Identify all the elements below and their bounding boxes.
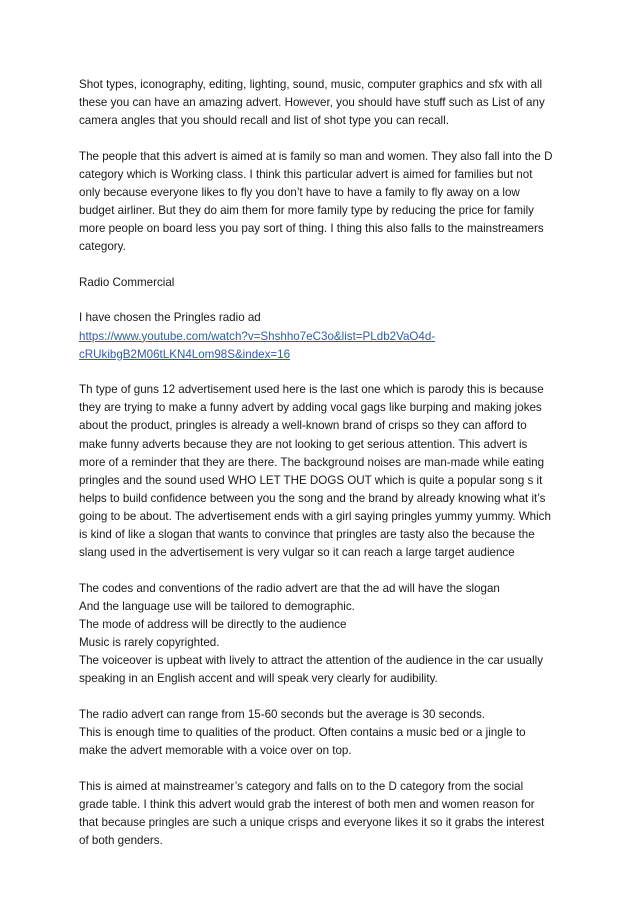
text-line: Music is rarely copyrighted.	[79, 635, 220, 649]
paragraph-codes-conventions	[79, 580, 569, 689]
text-line: pringles and the sound used WHO LET THE DOGS OUT which is quite a popular song s it	[79, 473, 543, 487]
text-line: more people on board less you pay sort of thing. I thing this also falls to the mainstreamers	[79, 222, 544, 236]
paragraph-audience	[79, 148, 569, 257]
paragraph-target-audience	[79, 778, 569, 850]
text-line: The codes and conventions of the radio advert are that the ad will have the slogan	[79, 581, 500, 595]
document-page	[79, 76, 569, 867]
text-line: budget airliner. But they do aim them for more family type by reducing the price for family	[79, 204, 534, 218]
paragraph-shot-types	[79, 76, 569, 130]
text-line: The people that this advert is aimed at is family so man and women. They also fall into the D	[79, 149, 553, 163]
text-line: helps to build confidence between you the song and the brand by already knowing what it’s	[79, 491, 546, 505]
text-line: is kind of like a slogan that wants to convince that pringles are tasty also the because the	[79, 527, 535, 541]
text-line: slang used in the advertisement is very vulgar so it can reach a large target audience	[79, 546, 515, 560]
heading-radio-commercial: Radio Commercial	[79, 275, 175, 289]
text-line: This is enough time to qualities of the product. Often contains a music bed or a jingle to	[79, 725, 526, 739]
paragraph-parody	[79, 381, 569, 562]
text-line: grade table. I think this advert would grab the interest of both men and women reason for	[79, 797, 535, 811]
text-line: category.	[79, 240, 126, 254]
text-line: of both genders.	[79, 833, 163, 847]
section-heading	[79, 274, 569, 292]
text-line: make funny adverts because they are not looking to get serious attention. This advert is	[79, 437, 528, 451]
text-line: camera angles that you should recall and list of shot type you can recall.	[79, 114, 449, 128]
text-line: category which is Working class. I think this particular advert is aimed for families but not	[79, 167, 533, 181]
text-line: these you can have an amazing advert. However, you should have stuff such as List of any	[79, 96, 545, 110]
text-line: The mode of address will be directly to the audience	[79, 617, 347, 631]
paragraph-duration	[79, 706, 569, 760]
text-line: about the product, pringles is already a well-known brand of crisps so they can afford to	[79, 419, 527, 433]
text-line: more of a reminder that they are there. The background noises are man-made while eating	[79, 455, 545, 469]
text-line: they are trying to make a funny advert by adding vocal gags like burping and making jokes	[79, 401, 542, 415]
text-line: that because pringles are such a unique crisps and everyone likes it so it grabs the interest	[79, 815, 545, 829]
text-line: This is aimed at mainstreamer’s category and falls on to the D category from the social	[79, 779, 524, 793]
text-line: only because everyone likes to fly you don’t have to have a family to fly away on a low	[79, 185, 520, 199]
text-line: make the advert memorable with a voice over on top.	[79, 743, 352, 757]
text-line: Shot types, iconography, editing, lighting, sound, music, computer graphics and sfx with all	[79, 78, 543, 91]
text-line: going to be about. The advertisement ends with a girl saying pringles yummy yummy. Which	[79, 509, 551, 523]
text-line: I have chosen the Pringles radio ad	[79, 311, 261, 325]
youtube-link[interactable]: https://www.youtube.com/watch?v=Shshho7eC3o&list=PLdb2VaO4d-	[79, 329, 436, 343]
text-line: speaking in an English accent and will speak very clearly for audibility.	[79, 672, 438, 686]
text-line: The voiceover is upbeat with lively to attract the attention of the audience in the car usually	[79, 654, 544, 668]
text-line: The radio advert can range from 15-60 seconds but the average is 30 seconds.	[79, 707, 486, 721]
text-line: And the language use will be tailored to demographic.	[79, 599, 355, 613]
paragraph-chosen-ad	[79, 309, 569, 363]
text-line: Th type of guns 12 advertisement used here is the last one which is parody this is because	[79, 383, 544, 397]
youtube-link[interactable]: cRUkibgB2M06tLKN4Lom98S&index=16	[79, 347, 291, 361]
